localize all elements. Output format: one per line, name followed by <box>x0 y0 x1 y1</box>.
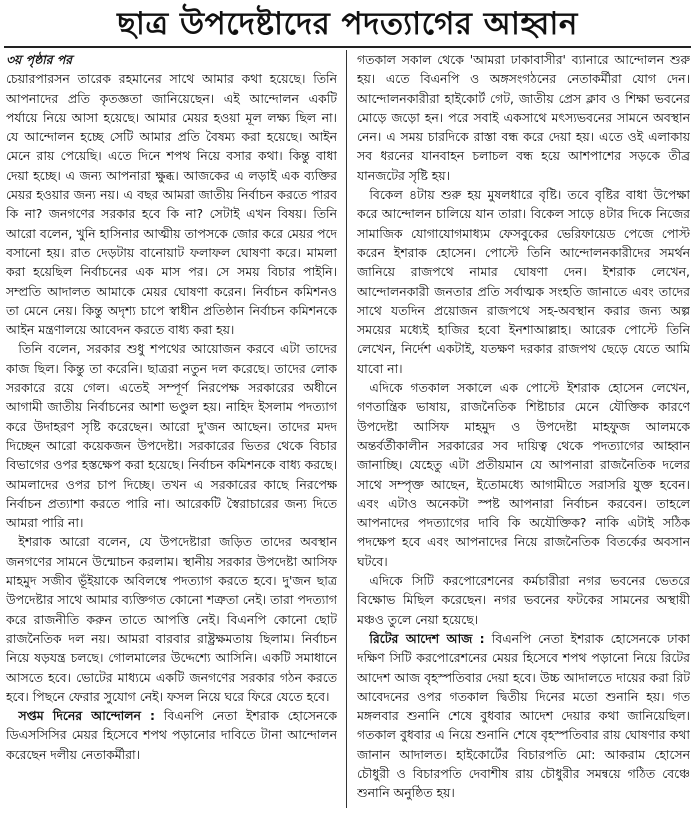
subhead: রিটের আদেশ আজ : <box>369 630 485 646</box>
article-paragraph: এদিকে গতকাল সকালে এক পোস্টে ইশরাক হোসেন লেখেন, গণতান্ত্রিক ভাষায়, রাজনৈতিক শিষ্টাচার মেনে যৌক্তিক কারণে উপদেষ্টা আসিফ মাহমুদ ও উপদেষ্টা মাহফুজ আলমকে অন্তর্বর্তীকালীন সরকারের সব দায়িত্ব থেকে পদত্যাগের আহ্বান জানাচ্ছি। যেহেতু এটা প্রতীয়মান যে আপনারা রাজনৈতিক দলের সাথে সম্পৃক্ত আছেন, ইতোমধ্যে আগামীতে সরাসরি যুক্ত হবেন। এবং এটাও অনেকটা স্পষ্ট আপনারা নির্বাচন করবেন। তাহলে আপনাদের পদত্যাগের দাবি কি অযৌক্তিক? নাকি এটাই সঠিক পদক্ষেপ হবে এবং আপনাদের নিয়ে রাজনৈতিক বিতর্কের অবসান ঘটবে। <box>357 380 690 569</box>
right-column <box>357 50 690 810</box>
column-divider <box>346 50 347 808</box>
article-paragraph: চেয়ারপারসন তারেক রহমানের সাথে আমার কথা হয়েছে। তিনি আপনাদের প্রতি কৃতজ্ঞতা জানিয়েছেন। এই আন্দোলন একটি পর্যায়ে নিয়ে আসা হয়েছে। আমার মেয়র হওয়া মূল লক্ষ্য ছিল না। যে আন্দোলন হচ্ছে সেটি আমার প্রতি বৈষম্য করা হয়েছে। আইন মেনে রায় পেয়েছি। এতে দিনে শপথ নিয়ে বসার কথা। কিন্তু বাধা দেয়া হচ্ছে। এ জন্য আপনারা ক্ষুব্ধ। আজকের এ লড়াই এক ব্যক্তির মেয়র হওয়ার জন্য নয়। এ বছর আমরা জাতীয় নির্বাচন করতে পারব কি না? জনগণের সরকার হবে কি না? সেটাই এখন বিষয়। তিনি আরো বলেন, খুনি হাসিনার আত্মীয় তাপসকে জোর করে মেয়র পদে বসানো হয়। রাত দেড়টায় বানোয়াট ফলাফল ঘোষণা করে। মামলা করা হয়েছিল নির্বাচনের এক মাস পর। সে সময় বিচার পাইনি। সম্প্রতি আদালত আমাকে মেয়র ঘোষণা করেন। নির্বাচন কমিশনও তা মেনে নেয়। কিন্তু অদৃশ্য চাপে স্বাধীন প্রতিষ্ঠান নির্বাচন কমিশনকে আইন মন্ত্রণালয়ে আবেদন করতে বাধ্য করা হয়। <box>6 71 337 338</box>
left-column <box>6 50 337 810</box>
subsection-text: বিএনপি নেতা ইশরাক হোসেনকে ডিএসসিসির মেয়র হিসেবে শপথ পড়ানোর দাবিতে টানা আন্দোলন করেছেন দলীয় নেতাকর্মীরা। <box>6 708 337 762</box>
continued-from-label: ৩য় পৃষ্ঠার পর <box>6 52 73 67</box>
headline-rule <box>4 46 691 48</box>
subsection-paragraph <box>357 629 690 803</box>
article-paragraph: গতকাল সকাল থেকে 'আমরা ঢাকাবাসীর' ব্যানারে আন্দোলন শুরু হয়। এতে বিএনপি ও অঙ্গসংগঠনের নেতাকর্মীরা যোগ দেন। আন্দোলনকারীরা হাইকোর্ট গেট, জাতীয় প্রেস ক্লাব ও শিক্ষা ভবনের মোড়ে জড়ো হন। পরে সবাই একসাথে মৎস্যভবনের সামনে অবস্থান নেন। এ সময় চারদিকে রাস্তা বন্ধ করে দেয়া হয়। এতে ওই এলাকায় সব ধরনের যানবাহন চলাচল বন্ধ হয়ে আশপাশের সড়কে তীব্র যানজটের সৃষ্টি হয়। <box>357 52 690 183</box>
subsection-text: বিএনপি নেতা ইশরাক হোসেনকে ঢাকা দক্ষিণ সিটি করপোরেশনের মেয়র হিসেবে শপথ পড়ানো নিয়ে রিটের আদেশ আজ বৃহস্পতিবার দেয়া হবে। উচ্চ আদালতে দায়ের করা রিট আবেদনের ওপর গতকাল দ্বিতীয় দিনের মতো শুনানি হয়। গত মঙ্গলবার শুনানি শেষে বুধবার আদেশ দেয়ার কথা জানিয়েছিল। গতকাল বুধবার এ নিয়ে শুনানি শেষে বৃহস্পতিবার রায় ঘোষণার কথা জানান আদালত। হাইকোর্টের বিচারপতি মো: আকরাম হোসেন চৌধুরী ও বিচারপতি দেবাশীষ রায় চৌধুরীর সমন্বয়ে গঠিত বেঞ্চে শুনানি অনুষ্ঠিত হয়। <box>357 630 690 801</box>
subsection-paragraph <box>6 706 337 764</box>
subhead: সপ্তম দিনের আন্দোলন : <box>18 708 155 724</box>
article-paragraph: তিনি বলেন, সরকার শুধু শপথের আয়োজন করবে এটা তাদের কাজ ছিল। কিন্তু তা করেনি। ছাত্ররা নতুন দল করেছে। তাদের লোক সরকারে রয়ে গেল। এতেই সম্পূর্ণ নিরপেক্ষ সরকারের অধীনে আগামী জাতীয় নির্বাচনের আশা ভণ্ডুল হয়। নাহিদ ইসলাম পদত্যাগ করে উদাহরণ সৃষ্টি করেছেন। আরো দু'জন আছেন। তাদের মদদ দিচ্ছেন আরো কয়েকজন উপদেষ্টা। সরকারের ভিতর থেকে বিচার বিভাগের ওপর হস্তক্ষেপ করা হয়েছে। নির্বাচন কমিশনকে বাধ্য করছে। আমলাদের ওপর চাপ দিচ্ছে। তখন এ সরকারের কাছে নিরপেক্ষ নির্বাচন প্রত্যাশা করতে পারি না। আরেকটি স্বৈরাচারের জন্য দিতে আমরা পারি না। <box>6 341 337 531</box>
article-paragraph: বিকেল ৪টায় শুরু হয় মুষলধারে বৃষ্টি। তবে বৃষ্টির বাধা উপেক্ষা করে আন্দোলন চালিয়ে যান তারা। বিকেল সাড়ে ৪টার দিকে নিজের সামাজিক যোগাযোগমাধ্যম ফেসবুকের ভেরিফায়েড পেজে পোস্ট করেন ইশরাক হোসেন। পোস্টে তিনি আন্দোলনকারীদের সমর্থন জানিয়ে রাজপথে নামার ঘোষণা দেন। ইশরাক লেখেন, আন্দোলনকারী জনতার প্রতি সর্বাত্মক সংহতি জানাতে এবং তাদের সাথে যতদিন প্রয়োজন রাজপথে সহ-অবস্থান করার জন্য অল্প সময়ের মধ্যেই হাজির হবো ইনশাআল্লাহ। আরেক পোস্টে তিনি লেখেন, নির্দেশ একটাই, যতক্ষণ দরকার রাজপথ ছেড়ে যেতে আমি যাবো না। <box>357 187 690 376</box>
article-paragraph: এদিকে সিটি করপোরেশনের কর্মচারীরা নগর ভবনের ভেতরে বিক্ষোভ মিছিল করেছেন। নগর ভবনের ফটকের সামনের অস্থায়ী মঞ্চও তুলে নেয়া হয়েছে। <box>357 573 690 627</box>
headline: ছাত্র উপদেষ্টাদের পদত্যাগের আহ্বান <box>117 6 578 42</box>
article-paragraph: ইশরাক আরো বলেন, যে উপদেষ্টারা জড়িত তাদের অবস্থান জনগণের সামনে উন্মোচন করলাম। স্থানীয় সরকার উপদেষ্টা আসিফ মাহমুদ সজীব ভূঁইয়াকে অবিলম্বে পদত্যাগ করতে হবে। দু'জন ছাত্র উপদেষ্টার সাথে আমার ব্যক্তিগত কোনো শত্রুতা নেই। তারা পদত্যাগ করে রাজনীতি করুন তাতে আপত্তি নেই। বিএনপি কোনো ছোট রাজনৈতিক দল নয়। আমরা বারবার রাষ্ট্রক্ষমতায় ছিলাম। নির্বাচন নিয়ে ষড়যন্ত্র চলছে। গোলমালের উদ্দেশ্যে আসিনি। একটি সমাধানে আসতে হবে। ভোটের মাধ্যমে একটি জনগণের সরকার গঠন করতে হবে। পিছনে ফেরার সুযোগ নেই। ফসল নিয়ে ঘরে ফিরে যেতে হবে। <box>6 534 337 704</box>
